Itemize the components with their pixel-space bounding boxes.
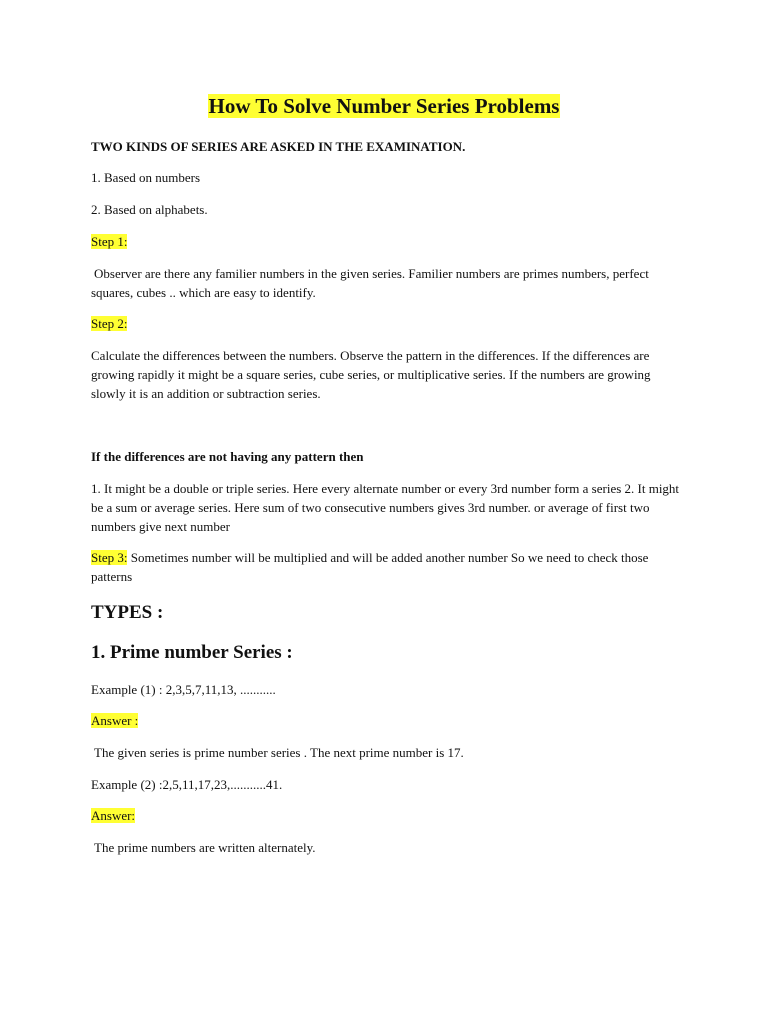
step2-label-line xyxy=(91,314,681,333)
step2-label: Step 2: xyxy=(91,316,128,331)
no-pattern-heading: If the differences are not having any pattern then xyxy=(91,449,364,464)
kind-item-alphabets: 2. Based on alphabets. xyxy=(91,202,208,217)
document-title-text: How To Solve Number Series Problems xyxy=(208,94,560,118)
step3-text: Sometimes number will be multiplied and will be added another number So we need to check those patterns xyxy=(91,550,649,584)
answer1-label-line xyxy=(91,711,681,730)
example1: Example (1) : 2,3,5,7,11,13, ........... xyxy=(91,682,276,697)
answer1-label: Answer : xyxy=(91,713,139,728)
step3-label: Step 3: xyxy=(91,550,128,565)
step1-label-line xyxy=(91,232,681,251)
step2-text: Calculate the differences between the numbers. Observe the pattern in the differences. If the differences are growing rapidly it might be a square series, cube series, or multiplicative series. If the numbers are growing slowly it is an addition or subtraction series. xyxy=(91,348,651,401)
step1-label: Step 1: xyxy=(91,234,128,249)
answer2-label: Answer: xyxy=(91,808,136,823)
step1-text: Observer are there any familier numbers in the given series. Familier numbers are primes numbers, perfect squares, cubes .. which are easy to identify. xyxy=(91,266,649,300)
intro-heading: TWO KINDS OF SERIES ARE ASKED IN THE EXAMINATION. xyxy=(91,139,466,154)
prime-series-heading: 1. Prime number Series : xyxy=(91,642,293,663)
step3-paragraph xyxy=(91,548,681,586)
answer1-text: The given series is prime number series . The next prime number is 17. xyxy=(94,745,464,760)
kind-item-numbers: 1. Based on numbers xyxy=(91,170,201,185)
types-heading: TYPES : xyxy=(91,602,164,623)
example2: Example (2) :2,5,11,17,23,...........41. xyxy=(91,777,283,792)
no-pattern-text: 1. It might be a double or triple series. Here every alternate number or every 3rd number form a series 2. It might be a sum or average series. Here sum of two consecutive numbers gives 3rd number. or average of first two numbers give next number xyxy=(91,481,680,534)
answer2-text: The prime numbers are written alternately. xyxy=(94,840,316,855)
document-title xyxy=(0,93,768,119)
answer2-label-line xyxy=(91,806,681,825)
